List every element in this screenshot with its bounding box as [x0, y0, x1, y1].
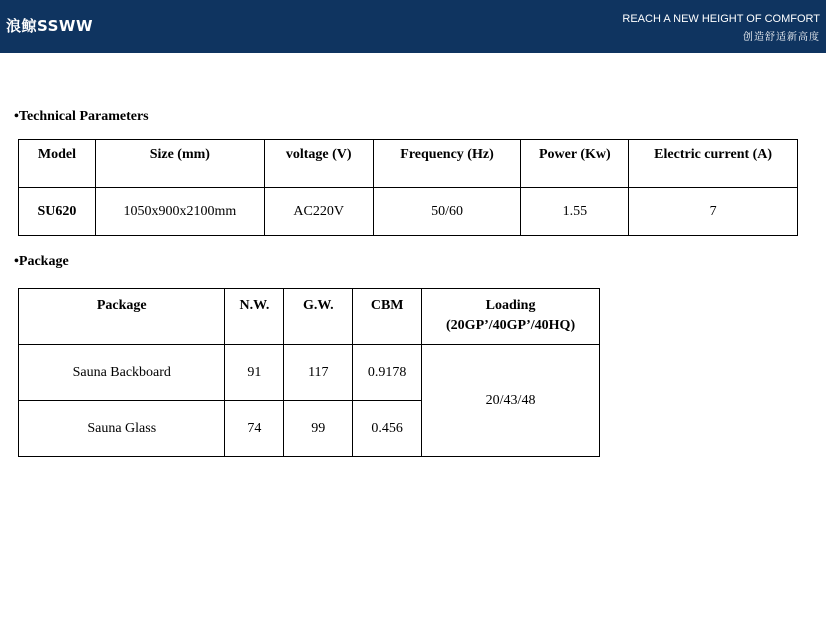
table-row — [19, 188, 798, 236]
header-loading-containers: (20GP’/40GP’/40HQ) — [446, 318, 576, 333]
header-loading-label: Loading — [485, 298, 536, 313]
slogan-chinese: 创造舒适新高度 — [743, 32, 820, 43]
table-row — [19, 345, 600, 401]
cell-cbm: 0.456 — [353, 401, 422, 457]
table-header-row — [19, 140, 798, 188]
cell-gw: 117 — [284, 345, 353, 401]
cell-current: 7 — [629, 188, 798, 236]
cell-cbm: 0.9178 — [353, 345, 422, 401]
cell-nw: 91 — [225, 345, 284, 401]
header-package: Package — [19, 289, 225, 345]
brand-logo: 浪鲸SSWW — [6, 17, 94, 35]
cell-package-name: Sauna Glass — [19, 401, 225, 457]
cell-loading: 20/43/48 — [422, 345, 600, 457]
cell-size: 1050x900x2100mm — [95, 188, 264, 236]
package-title: •Package — [14, 254, 69, 269]
cell-power: 1.55 — [521, 188, 629, 236]
header-cbm: CBM — [353, 289, 422, 345]
slogan-english: REACH A NEW HEIGHT OF COMFORT — [622, 13, 820, 25]
technical-parameters-title: •Technical Parameters — [14, 109, 149, 124]
header-model: Model — [19, 140, 96, 188]
package-table — [18, 288, 600, 457]
cell-model: SU620 — [19, 188, 96, 236]
header-voltage: voltage (V) — [264, 140, 373, 188]
header-bar — [0, 0, 826, 53]
header-nw: N.W. — [225, 289, 284, 345]
cell-frequency: 50/60 — [373, 188, 521, 236]
cell-package-name: Sauna Backboard — [19, 345, 225, 401]
header-frequency: Frequency (Hz) — [373, 140, 521, 188]
cell-gw: 99 — [284, 401, 353, 457]
header-loading — [422, 289, 600, 345]
header-current: Electric current (A) — [629, 140, 798, 188]
header-power: Power (Kw) — [521, 140, 629, 188]
cell-voltage: AC220V — [264, 188, 373, 236]
technical-parameters-table — [18, 139, 798, 236]
table-header-row — [19, 289, 600, 345]
header-gw: G.W. — [284, 289, 353, 345]
header-size: Size (mm) — [95, 140, 264, 188]
cell-nw: 74 — [225, 401, 284, 457]
